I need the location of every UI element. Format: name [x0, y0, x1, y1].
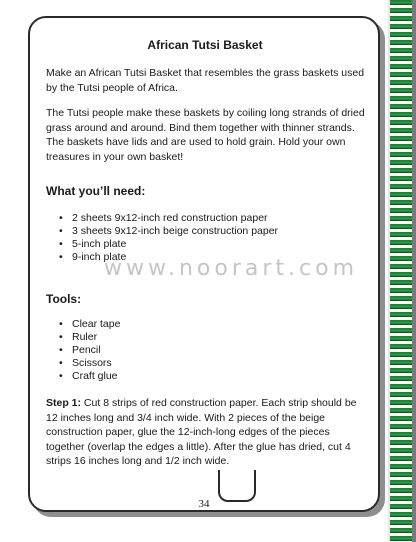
list-item: • Ruler [72, 331, 120, 344]
step-text: Cut 8 strips of red construction paper. Each strip should be 12 inches long and 3/4 inch wide. With 2 pieces of the beige construction paper, glue the 12-inch-long edges of the pieces together (overlap the edges a little). After the glue has dried, cut 4 strips 16 inches long and 1/2 inch wide. [46, 397, 357, 467]
list-item: • 2 sheets 9x12-inch red construction paper [72, 212, 278, 225]
page-number: 34 [198, 498, 210, 510]
watermark: www.noorart.com [104, 256, 358, 281]
description-paragraph: The Tutsi people make these baskets by coiling long strands of dried grass around and around. Bind them together with thinner strands. The baskets have lids and are used to hold grain. Hold your own treasures in your own basket! [46, 107, 365, 163]
list-item: • 9-inch plate [72, 251, 278, 264]
tools-list [46, 318, 120, 383]
list-item: • Scissors [72, 357, 120, 370]
list-item: • 3 sheets 9x12-inch beige construction paper [72, 225, 278, 238]
needs-heading: What you’ll need: [46, 184, 146, 198]
list-item: • Pencil [72, 344, 120, 357]
list-item: • Craft glue [72, 370, 120, 383]
step-label: Step 1: [46, 397, 82, 409]
step-1 [46, 396, 364, 469]
list-item: • Clear tape [72, 318, 120, 331]
page-title: African Tutsi Basket [147, 38, 263, 52]
page-edge-shadow [412, 0, 416, 542]
list-item: • 5-inch plate [72, 238, 278, 251]
tools-heading: Tools: [46, 292, 82, 306]
spiral-binding [388, 0, 412, 542]
intro-paragraph: Make an African Tutsi Basket that resembles the grass baskets used by the Tutsi people of Africa. [46, 67, 365, 94]
